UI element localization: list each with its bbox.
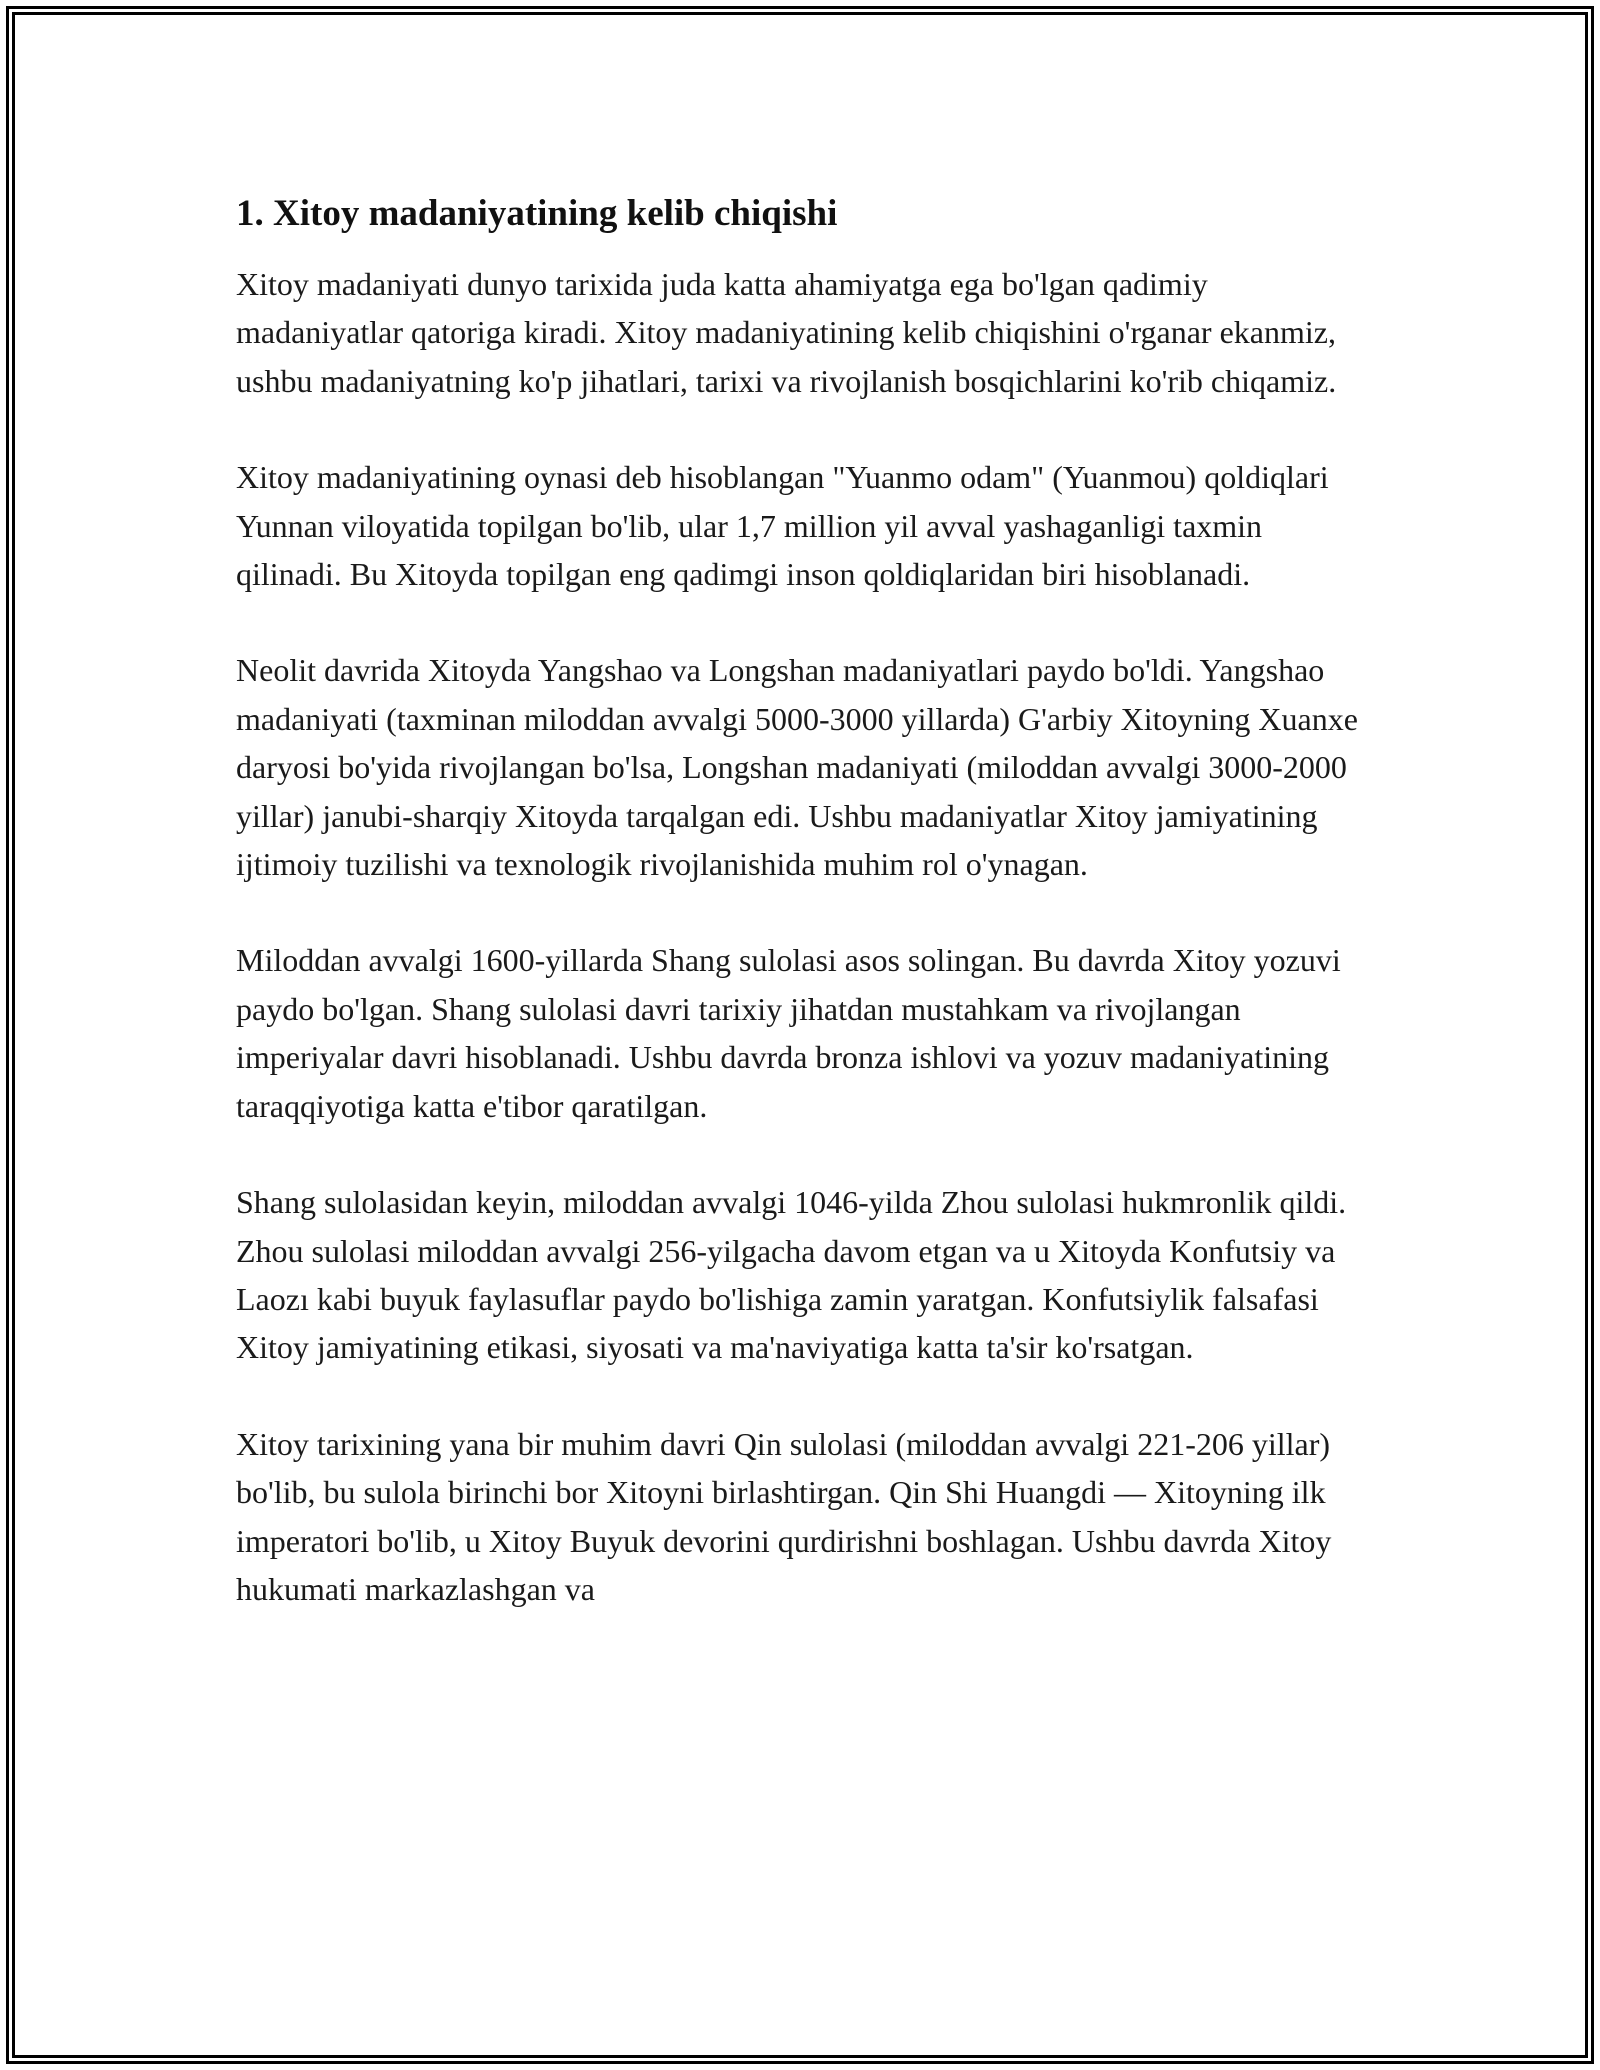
paragraph-2: Xitoy madaniyatining oynasi deb hisoblangan "Yuanmo odam" (Yuanmou) qoldiqlari Yunnan viloyatida topilgan bo'lib, ular 1,7 million yil avval yashaganligi taxmin qilinadi. Bu Xitoyda topilgan eng qadimgi inson qoldiqlaridan biri hisoblanadi.	[236, 459, 1329, 593]
paragraph-3: Neolit davrida Xitoyda Yangshao va Longshan madaniyatlari paydo bo'ldi. Yangshao madaniyati (taxminan miloddan avvalgi 5000-3000 yillarda) G'arbiy Xitoyning Xuanxe daryosi bo'yida rivojlangan bo'lsa, Longshan madaniyati (miloddan avvalgi 3000-2000 yillar) janubi-sharqiy Xitoyda tarqalgan edi. Ushbu madaniyatlar Xitoy jamiyatining ijtimoiy tuzilishi va texnologik rivojlanishida muhim rol o'ynagan.	[236, 652, 1358, 883]
section-heading: 1. Xitoy madaniyatining kelib chiqishi	[236, 193, 838, 234]
document-body	[236, 190, 1364, 1613]
paragraph-4: Miloddan avvalgi 1600-yillarda Shang sulolasi asos solingan. Bu davrda Xitoy yozuvi paydo bo'lgan. Shang sulolasi davri tarixiy jihatdan mustahkam va rivojlangan imperiyalar davri hisoblanadi. Ushbu davrda bronza ishlovi va yozuv madaniyatining taraqqiyotiga katta e'tibor qaratilgan.	[236, 942, 1341, 1124]
paragraph-6: Xitoy tarixining yana bir muhim davri Qin sulolasi (miloddan avvalgi 221-206 yillar) bo'lib, bu sulola birinchi bor Xitoyni birlashtirgan. Qin Shi Huangdi — Xitoyning ilk imperatori bo'lib, u Xitoy Buyuk devorini qurdirishni boshlagan. Ushbu davrda Xitoy hukumati markazlashgan va	[236, 1425, 1332, 1607]
paragraph-1: Xitoy madaniyati dunyo tarixida juda katta ahamiyatga ega bo'lgan qadimiy madaniyatlar qatoriga kiradi. Xitoy madaniyatining kelib chiqishini o'rganar ekanmiz, ushbu madaniyatning ko'p jihatlari, tarixi va rivojlanish bosqichlarini ko'rib chiqamiz.	[236, 266, 1337, 399]
paragraph-5: Shang sulolasidan keyin, miloddan avvalgi 1046-yilda Zhou sulolasi hukmronlik qildi. Zhou sulolasi miloddan avvalgi 256-yilgacha davom etgan va u Xitoyda Konfutsiy va Laozı kabi buyuk faylasuflar paydo bo'lishiga zamin yaratgan. Konfutsiylik falsafasi Xitoy jamiyatining etikasi, siyosati va ma'naviyatiga katta ta'sir ko'rsatgan.	[236, 1184, 1347, 1366]
